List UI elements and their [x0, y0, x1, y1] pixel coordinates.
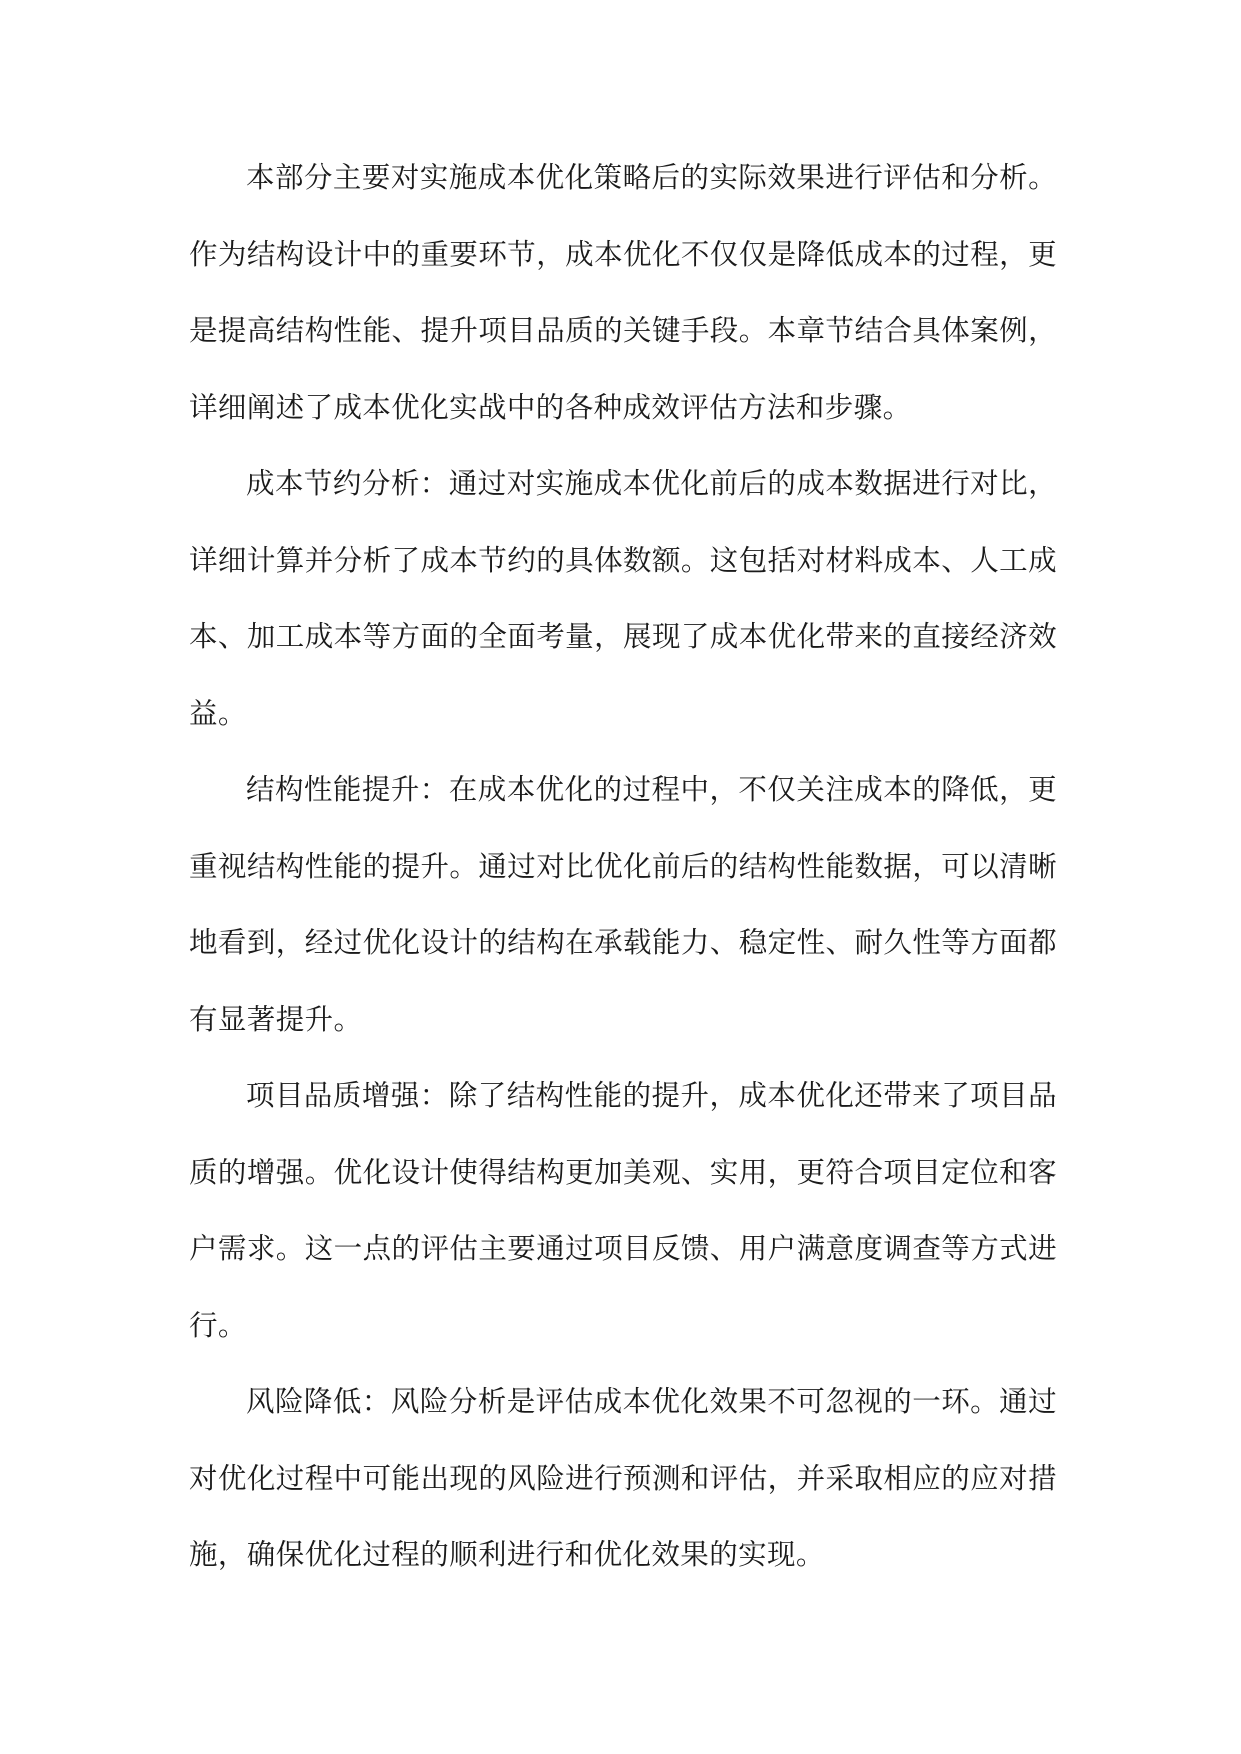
paragraph-intro: 本部分主要对实施成本优化策略后的实际效果进行评估和分析。作为结构设计中的重要环节，成本优化不仅仅是降低成本的过程，更是提高结构性能、提升项目品质的关键手段。本章节结合具体案例，详细阐述了成本优化实战中的各种成效评估方法和步骤。	[189, 161, 1057, 424]
document-body	[189, 140, 1057, 1594]
paragraph-project-quality: 项目品质增强：除了结构性能的提升，成本优化还带来了项目品质的增强。优化设计使得结构更加美观、实用，更符合项目定位和客户需求。这一点的评估主要通过项目反馈、用户满意度调查等方式进行。	[189, 1079, 1057, 1342]
paragraph-cost-savings: 成本节约分析：通过对实施成本优化前后的成本数据进行对比，详细计算并分析了成本节约的具体数额。这包括对材料成本、人工成本、加工成本等方面的全面考量，展现了成本优化带来的直接经济效益。	[189, 467, 1057, 730]
paragraph-risk-reduction: 风险降低：风险分析是评估成本优化效果不可忽视的一环。通过对优化过程中可能出现的风险进行预测和评估，并采取相应的应对措施，确保优化过程的顺利进行和优化效果的实现。	[189, 1385, 1057, 1571]
paragraph-structural-performance: 结构性能提升：在成本优化的过程中，不仅关注成本的降低，更重视结构性能的提升。通过对比优化前后的结构性能数据，可以清晰地看到，经过优化设计的结构在承载能力、稳定性、耐久性等方面都有显著提升。	[189, 773, 1057, 1036]
